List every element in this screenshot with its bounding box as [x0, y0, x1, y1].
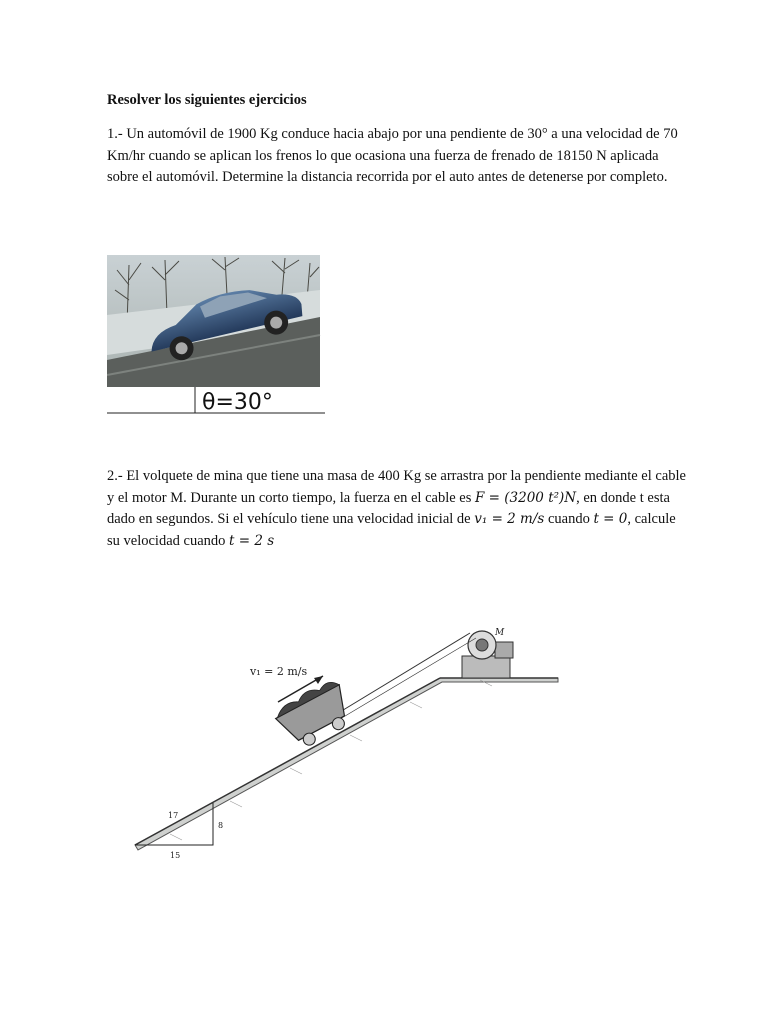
problem-2-text-d: , calcule su velocidad cuando — [107, 511, 676, 549]
problem-1-text: 1.- Un automóvil de 1900 Kg conduce hacia abajo por una pendiente de 30° a una velocidad de 70 Km/hr cuando se aplican los frenos lo que ocasiona una fuerza de frenado de 18150 N aplicada sobre el automóvil. Determine la distancia recorrida por el auto antes de detenerse por completo. — [107, 126, 678, 185]
initial-velocity-equation: v₁ = 2 m/s — [474, 511, 545, 527]
problem-2-text — [107, 466, 687, 552]
angle-label: θ=30° — [202, 390, 273, 415]
problem-2-text-b: , en donde t esta dado en segundos. Si el vehículo tiene una velocidad inicial de — [107, 489, 670, 527]
t0-equation: t = 0 — [593, 511, 628, 527]
mine-cart-diagram — [130, 600, 570, 870]
force-equation: F = (3200 t²)N — [475, 489, 577, 506]
page-heading: Resolver los siguientes ejercicios — [107, 92, 307, 108]
run-label: 15 — [170, 851, 181, 860]
hyp-label: 17 — [168, 811, 179, 820]
problem-2-text-c: cuando — [544, 511, 594, 527]
rise-label: 8 — [218, 821, 224, 830]
car-on-slope-photo — [107, 255, 325, 415]
t2-equation: t = 2 s — [229, 532, 275, 549]
motor-label: M — [495, 628, 505, 638]
problem-2-text-a: 2.- El volquete de mina que tiene una masa de 400 Kg se arrastra por la pendiente mediante el cable y el motor M. Durante un corto tiempo, la fuerza en el cable es — [107, 468, 686, 506]
velocity-label: v₁ = 2 m/s — [250, 665, 308, 678]
